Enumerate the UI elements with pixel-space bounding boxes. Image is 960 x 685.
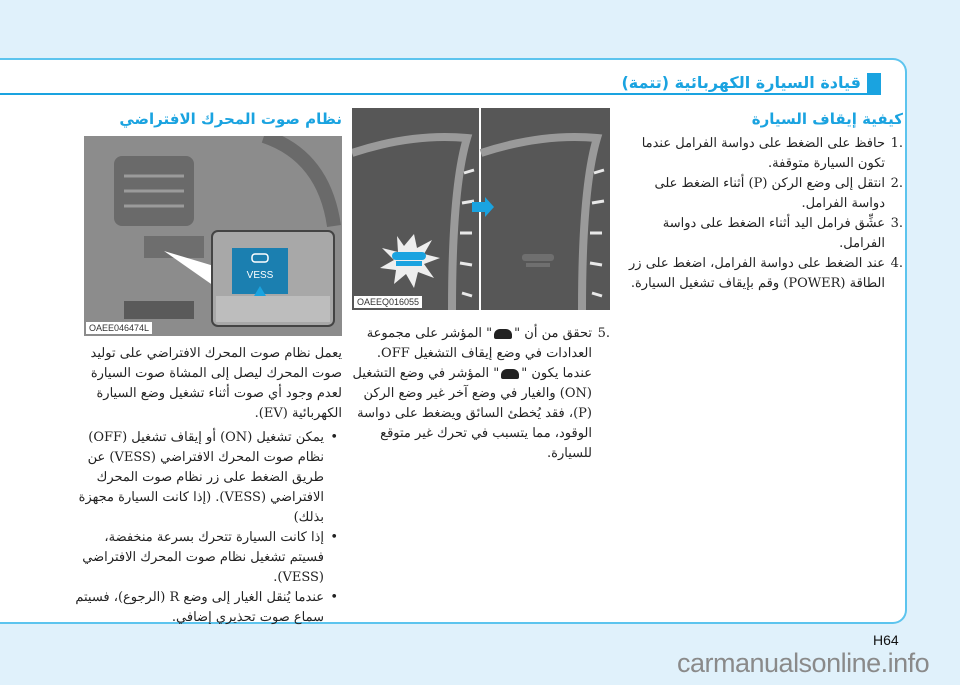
cluster-indicator-section <box>350 108 610 464</box>
page-title: قيادة السيارة الكهربائية (تتمة) <box>621 73 861 92</box>
cluster-figure <box>352 108 610 310</box>
section-heading: نظام صوت المحرك الافتراضي <box>119 110 342 128</box>
steps-list <box>625 134 903 294</box>
watermark: carmanualsonline.info <box>677 648 930 678</box>
instrument-cluster-illustration <box>352 108 610 310</box>
figure-code: OAEEQ016055 <box>354 296 422 308</box>
intro-paragraph: يعمل نظام صوت المحرك الافتراضي على توليد صوت المحرك ليصل إلى المشاة صوت السيارة لعدم وجود أي صوت أثناء تشغيل وضع السيارة الكهربائية (EV). <box>90 346 342 421</box>
step-item: 4. عند الضغط على دواسة الفرامل، اضغط على زر الطاقة (POWER) وقم بإيقاف تشغيل السيارة. <box>629 256 903 291</box>
section-title-bar <box>0 73 881 95</box>
step-item: 1. حافظ على الضغط على دواسة الفرامل عندما تكون السيارة متوقفة. <box>641 136 903 171</box>
steps-list <box>350 324 610 464</box>
bullet-item: • يمكن تشغيل (ON) أو إيقاف تشغيل (OFF) نظام صوت المحرك الافتراضي (VESS) عن طريق الضغط على زر نظام صوت المحرك الافتراضي (VESS). (إذا كانت السيارة مجهزة بذلك) <box>78 430 338 525</box>
bullet-list <box>72 428 342 628</box>
dashboard-illustration <box>84 136 342 336</box>
section-heading: كيفية إيقاف السيارة <box>751 110 903 128</box>
svg-text:VESS: VESS <box>246 270 274 281</box>
bullet-item: • عندما يُنقل الغيار إلى وضع R (الرجوع)، فسيتم سماع صوت تحذيري إضافي. <box>75 590 338 625</box>
bullet-item: • إذا كانت السيارة تتحرك بسرعة منخفضة، فسيتم تشغيل نظام صوت المحرك الافتراضي (VESS). <box>82 530 338 585</box>
step-item: 3. عشِّق فرامل اليد أثناء الضغط على دواسة الفرامل. <box>662 216 903 251</box>
vess-indicator-icon <box>494 329 512 339</box>
how-to-stop-section <box>625 108 903 294</box>
figure-code: OAEE046474L <box>86 322 152 334</box>
step-item: 5. تحقق من أن "" المؤشر على مجموعة العدادات في وضع إيقاف التشغيل OFF. عندما يكون "" المؤشر في وضع التشغيل (ON) والغيار في وضع آخر غير وضع الركن (P)، فقد يُخطئ السائق ويضغط على دواسة الوقود، مما يتسبب في تحرك غير متوقع للسيارة. <box>352 326 610 461</box>
vess-button-figure <box>84 136 342 336</box>
page-number: H64 <box>873 632 899 648</box>
vess-indicator-icon <box>501 369 519 379</box>
step-item: 2. انتقل إلى وضع الركن (P) أثناء الضغط على دواسة الفرامل. <box>654 176 903 211</box>
title-marker <box>867 73 881 95</box>
vess-section <box>72 108 342 628</box>
